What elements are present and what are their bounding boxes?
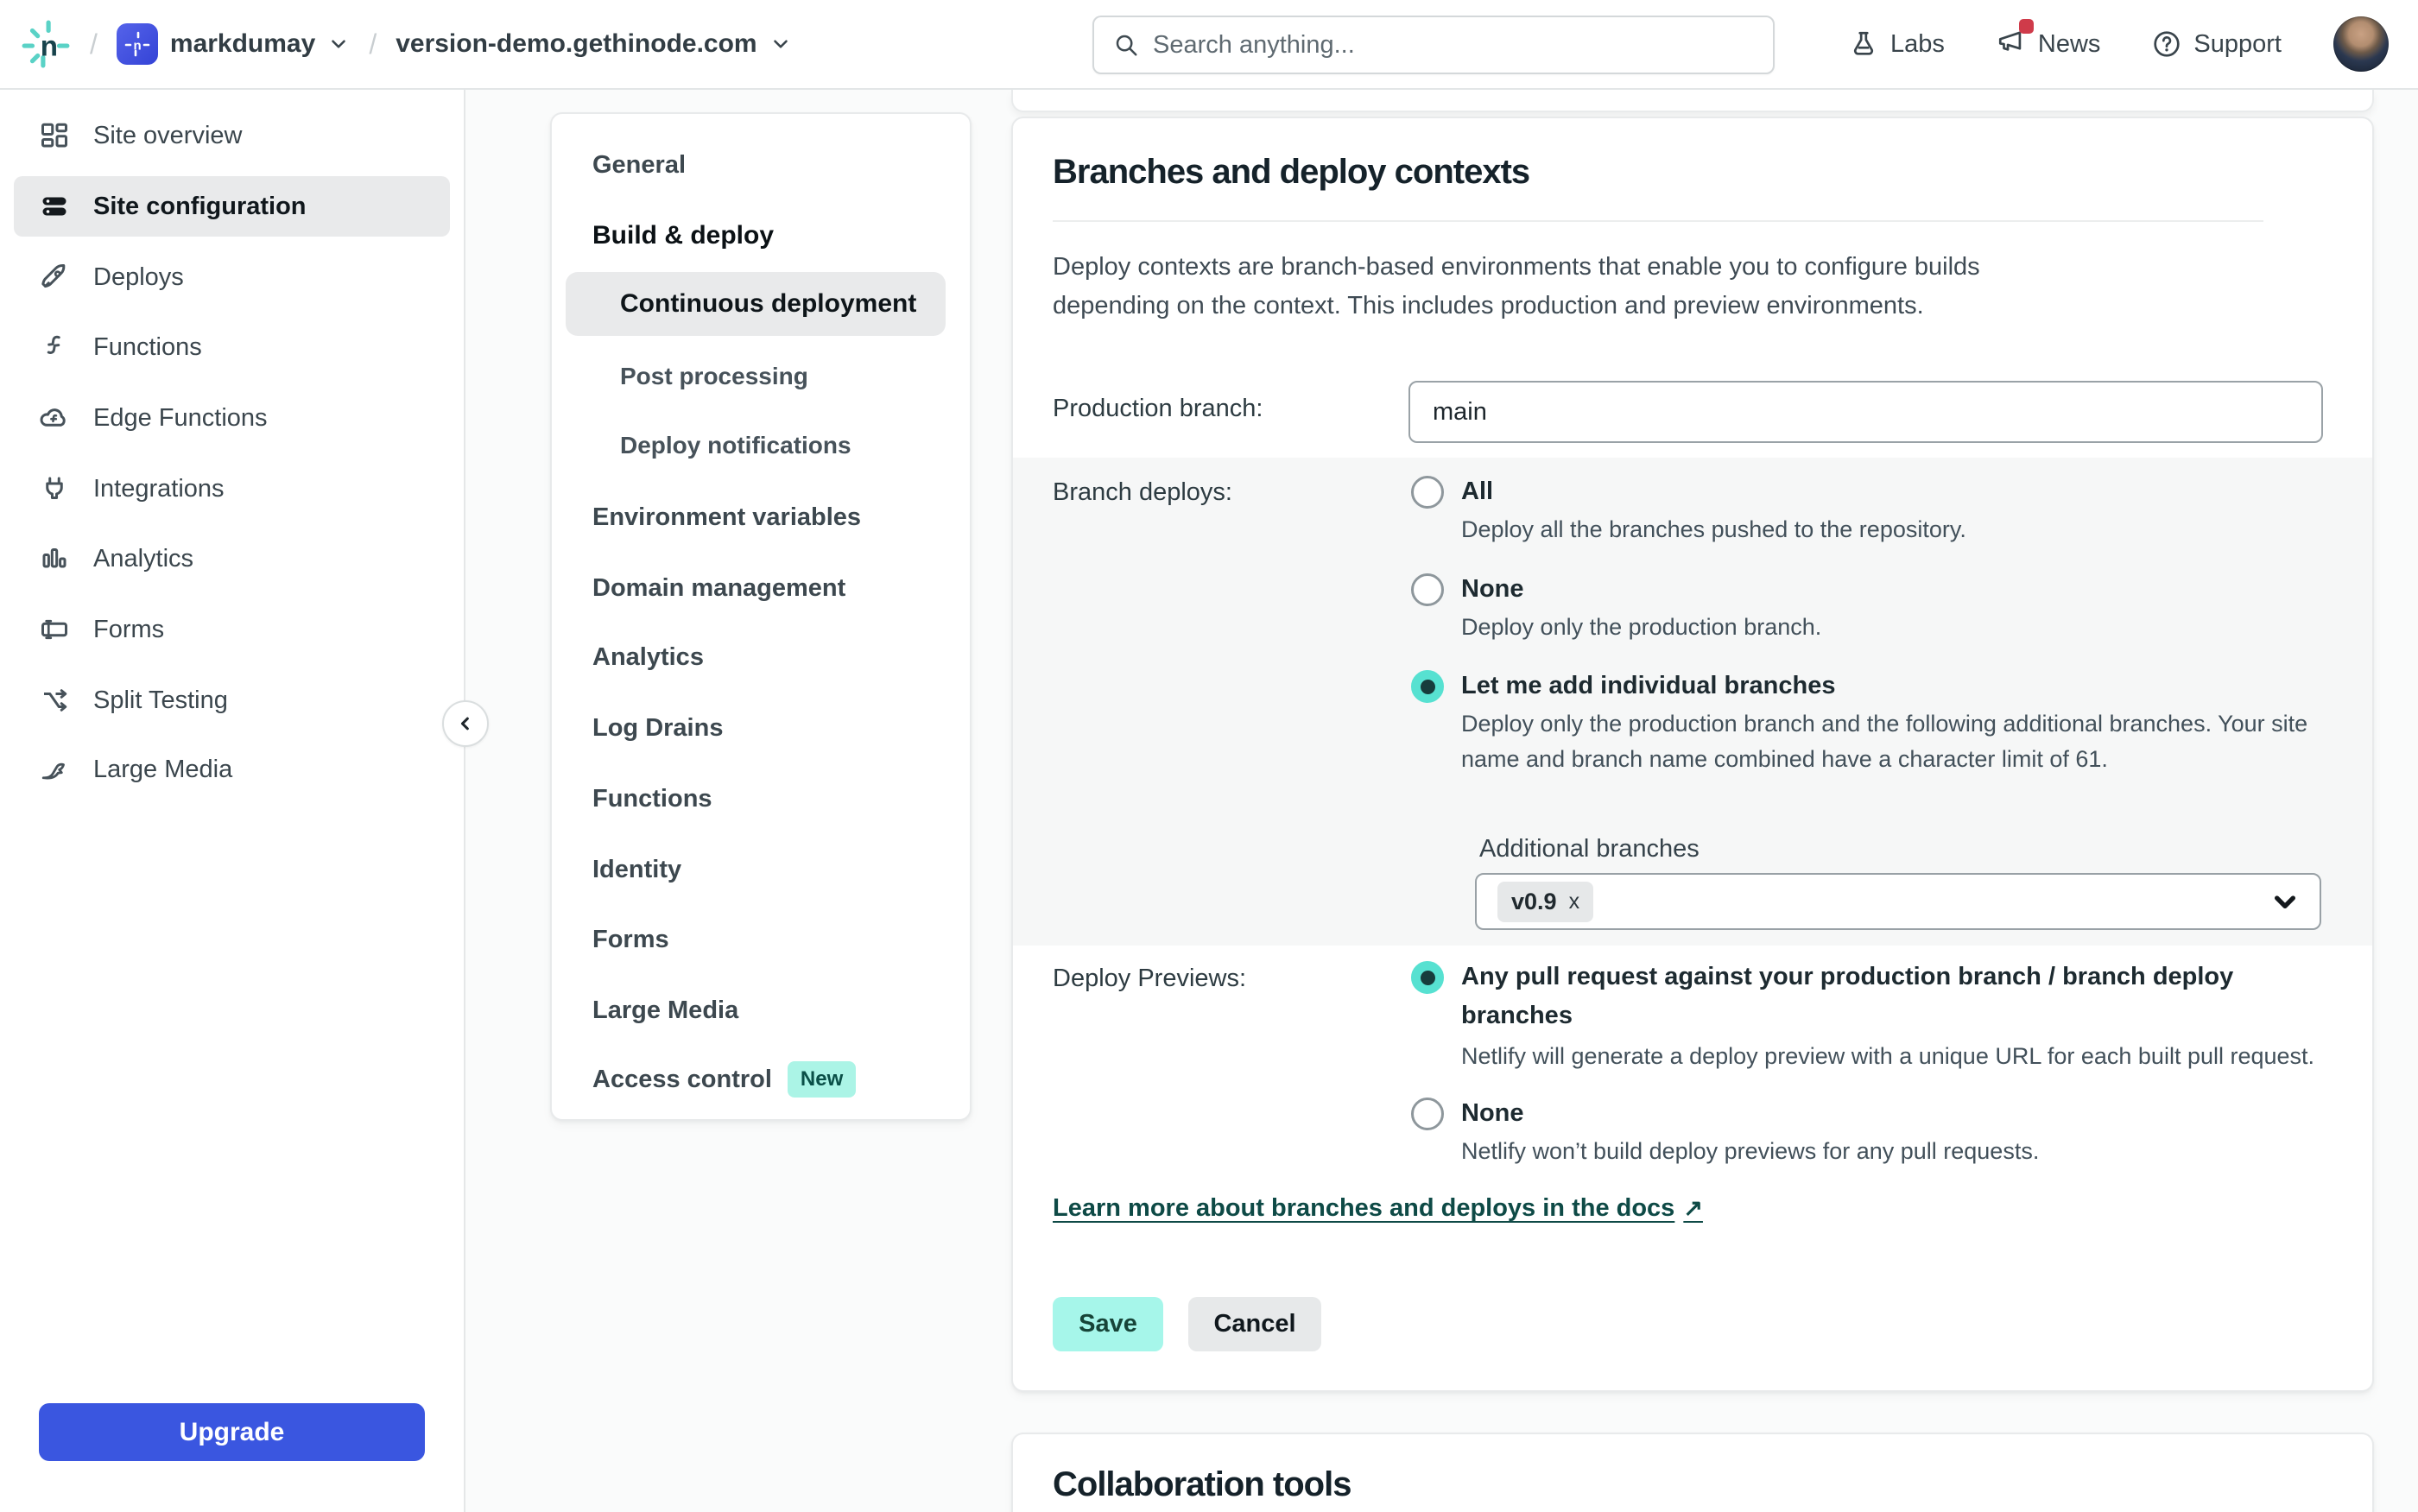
settings-nav-environment-variables[interactable] <box>592 487 861 547</box>
megaphone-icon <box>1997 26 2026 62</box>
sidebar-item-edge-functions[interactable] <box>14 388 450 448</box>
settings-nav-label: Build & deploy <box>592 221 774 250</box>
section-title: Collaboration tools <box>1053 1465 1351 1503</box>
sidebar-item-label: Deploys <box>93 263 184 291</box>
sidebar-item-analytics[interactable] <box>14 528 450 589</box>
settings-nav-functions[interactable] <box>592 769 712 829</box>
chevron-down-icon <box>327 33 350 55</box>
docs-link[interactable] <box>1053 1194 1703 1223</box>
remove-tag-button[interactable]: x <box>1568 889 1580 914</box>
option-description: Deploy all the branches pushed to the repository. <box>1461 516 1966 542</box>
grid-icon <box>38 119 71 152</box>
bar-chart-icon <box>38 542 71 575</box>
settings-nav-large-media[interactable] <box>592 980 738 1041</box>
plug-icon <box>38 472 71 505</box>
user-avatar[interactable] <box>2333 16 2389 72</box>
site-name: version-demo.gethinode.com <box>396 29 757 58</box>
option-title: None <box>1461 575 1524 603</box>
rocket-icon <box>38 261 71 294</box>
help-circle-icon <box>2152 29 2181 59</box>
option-title: All <box>1461 478 1494 505</box>
settings-nav-label: Forms <box>592 925 669 953</box>
settings-nav-label: Large Media <box>592 996 739 1024</box>
cancel-button[interactable]: Cancel <box>1188 1297 1321 1351</box>
form-input-icon <box>38 613 71 646</box>
sidebar-item-deploys[interactable] <box>14 247 450 307</box>
additional-branches-label: Additional branches <box>1479 835 1700 863</box>
settings-nav-continuous-deployment[interactable] <box>620 274 916 334</box>
settings-nav-build-deploy[interactable] <box>592 206 774 266</box>
cloud-function-icon <box>38 402 71 434</box>
notification-dot <box>2019 19 2034 34</box>
search-input[interactable] <box>1153 31 1754 60</box>
svg-text:n: n <box>40 30 59 63</box>
settings-nav-label: Domain management <box>592 573 846 602</box>
labs-menu[interactable] <box>1849 29 1945 59</box>
sidebar-item-split-testing[interactable] <box>14 670 450 731</box>
sidebar-item-label: Split Testing <box>93 686 228 714</box>
upgrade-button[interactable]: Upgrade <box>39 1403 425 1461</box>
settings-nav-analytics[interactable] <box>592 627 704 687</box>
sidebar-item-label: Analytics <box>93 544 194 573</box>
branch-tag <box>1497 882 1593 922</box>
settings-nav-post-processing[interactable] <box>620 346 808 407</box>
section-title: Branches and deploy contexts <box>1053 153 1530 191</box>
sidebar-item-label: Site configuration <box>93 192 307 220</box>
header-nav <box>1849 0 2418 88</box>
settings-nav-label: Identity <box>592 855 682 883</box>
support-label: Support <box>2193 29 2282 58</box>
settings-nav-label: Environment variables <box>592 503 862 531</box>
new-badge: New <box>788 1061 856 1098</box>
site-sidebar <box>0 90 465 1512</box>
external-link-icon: ↗ <box>1683 1195 1703 1221</box>
chevron-down-icon <box>769 33 792 55</box>
docs-link-label: Learn more about branches and deploys in the docs <box>1053 1194 1675 1222</box>
branches-deploy-contexts-card <box>1011 117 2374 1392</box>
server-stack-icon <box>38 190 71 223</box>
top-header <box>0 0 2418 90</box>
global-search[interactable] <box>1092 16 1775 74</box>
sidebar-item-forms[interactable] <box>14 599 450 660</box>
settings-nav-general[interactable] <box>592 135 686 195</box>
radio-branch-deploys-none[interactable] <box>1411 573 1444 606</box>
radio-branch-deploys-individual[interactable] <box>1411 670 1444 703</box>
settings-nav-label: Log Drains <box>592 713 724 742</box>
option-description: Netlify will generate a deploy preview with a unique URL for each built pull request. <box>1461 1043 2315 1069</box>
sidebar-collapse-button[interactable] <box>442 700 489 747</box>
select-chevron-down-icon <box>2271 888 2299 915</box>
production-branch-input[interactable] <box>1408 381 2323 443</box>
settings-nav-deploy-notifications[interactable] <box>620 415 851 476</box>
search-icon <box>1113 31 1139 59</box>
previous-card-fragment <box>1011 90 2374 112</box>
bird-icon <box>38 753 71 786</box>
breadcrumb-separator: / <box>369 28 377 60</box>
sidebar-item-site-configuration[interactable] <box>14 176 450 237</box>
branch-tag-label: v0.9 <box>1511 888 1557 914</box>
save-button[interactable]: Save <box>1053 1297 1163 1351</box>
flask-icon <box>1849 29 1878 59</box>
breadcrumb-separator: / <box>90 28 98 60</box>
team-avatar-icon <box>117 23 158 65</box>
settings-nav-label: Continuous deployment <box>620 289 917 318</box>
sidebar-item-label: Large Media <box>93 755 233 783</box>
news-menu[interactable] <box>1997 26 2101 62</box>
sidebar-item-label: Site overview <box>93 121 243 149</box>
option-description: Deploy only the production branch and the following additional branches. Your site name and branch name combined have a character limit of 61. <box>1461 711 2308 772</box>
settings-nav-label: Analytics <box>592 642 704 671</box>
option-title: None <box>1461 1099 1524 1127</box>
radio-deploy-previews-any-pr[interactable] <box>1411 961 1444 994</box>
collaboration-tools-card <box>1011 1433 2374 1512</box>
function-icon <box>38 331 71 364</box>
breadcrumb <box>21 0 792 88</box>
settings-nav <box>550 112 972 1121</box>
option-description: Deploy only the production branch. <box>1461 614 1822 640</box>
settings-nav-access-control[interactable] <box>592 1049 856 1110</box>
settings-nav-label: Post processing <box>620 363 808 389</box>
netlify-logo-icon[interactable] <box>21 19 71 69</box>
production-branch-label: Production branch: <box>1053 395 1263 422</box>
team-name: markdumay <box>169 29 316 58</box>
sidebar-item-label: Edge Functions <box>93 403 268 432</box>
settings-nav-forms[interactable] <box>592 909 669 970</box>
divider <box>1053 220 2263 222</box>
settings-nav-log-drains[interactable] <box>592 698 723 758</box>
settings-nav-label: Access control <box>592 1065 772 1093</box>
svg-text:n: n <box>133 38 142 54</box>
sidebar-item-large-media[interactable] <box>14 739 450 800</box>
branch-deploys-label: Branch deploys: <box>1053 478 1232 506</box>
news-label: News <box>2037 29 2101 58</box>
deploy-previews-label: Deploy Previews: <box>1053 965 1247 992</box>
section-description: Deploy contexts are branch-based environments that enable you to configure builds depending on the context. This includes production and preview environments. <box>1053 253 1980 319</box>
sidebar-item-site-overview[interactable] <box>14 105 450 166</box>
additional-branches-select[interactable] <box>1475 873 2321 930</box>
settings-nav-label: General <box>592 150 686 179</box>
sidebar-item-label: Forms <box>93 615 165 643</box>
sidebar-item-integrations[interactable] <box>14 459 450 519</box>
chevron-left-icon <box>453 712 478 736</box>
support-menu[interactable] <box>2152 29 2282 59</box>
team-switcher[interactable] <box>117 23 350 65</box>
sidebar-item-label: Functions <box>93 332 202 361</box>
option-title: Any pull request against your production branch / branch deploy branches <box>1461 963 2234 1029</box>
settings-nav-domain-management[interactable] <box>592 558 845 618</box>
radio-deploy-previews-none[interactable] <box>1411 1098 1444 1130</box>
settings-nav-identity[interactable] <box>592 839 681 900</box>
option-description: Netlify won’t build deploy previews for any pull requests. <box>1461 1138 2040 1164</box>
sidebar-item-functions[interactable] <box>14 317 450 377</box>
option-title: Let me add individual branches <box>1461 672 1836 699</box>
content-area <box>467 90 2418 1512</box>
split-icon <box>38 684 71 717</box>
labs-label: Labs <box>1890 29 1945 58</box>
site-switcher[interactable] <box>396 29 791 59</box>
sidebar-item-label: Integrations <box>93 474 225 503</box>
settings-nav-label: Deploy notifications <box>620 432 851 459</box>
radio-branch-deploys-all[interactable] <box>1411 476 1444 509</box>
settings-nav-label: Functions <box>592 784 712 813</box>
